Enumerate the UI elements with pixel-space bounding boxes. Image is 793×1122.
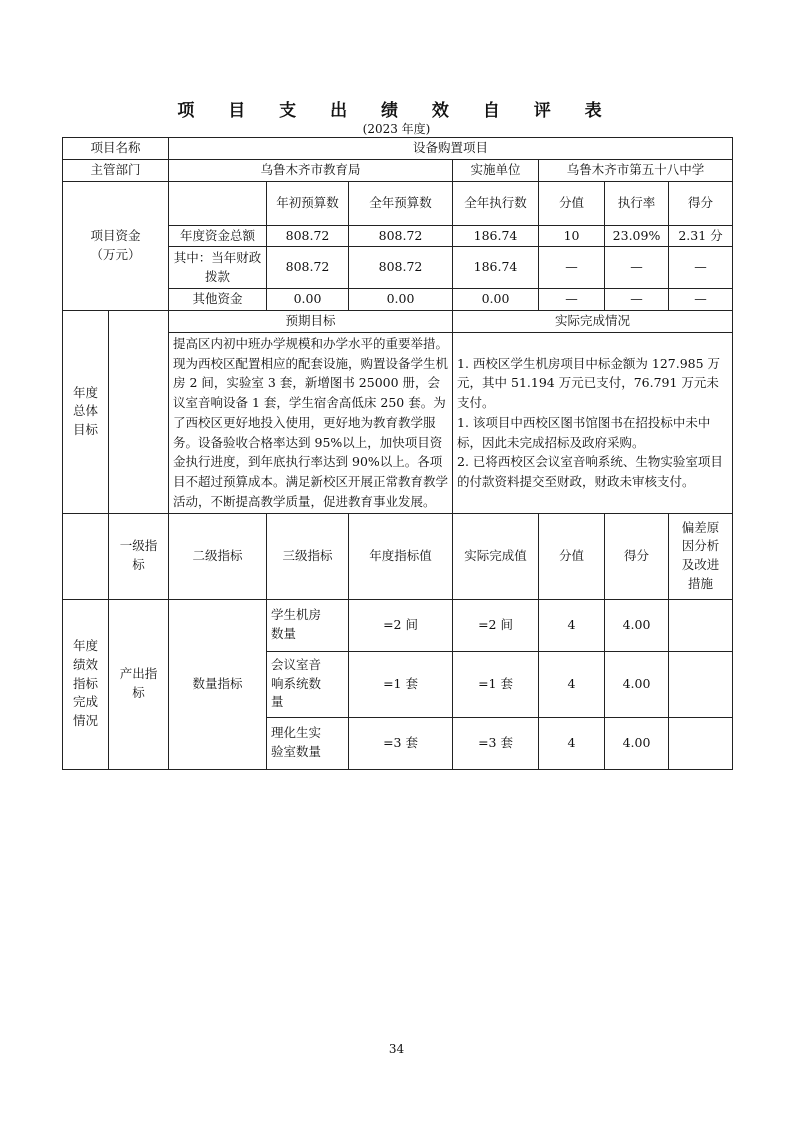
total-score: 2.31 分	[669, 225, 733, 247]
col-annual-budget: 全年预算数	[349, 181, 453, 225]
actual-value: =2 间	[453, 599, 539, 651]
row-total-label: 年度资金总额	[169, 225, 267, 247]
col-score: 得分	[669, 181, 733, 225]
value-header: 分值	[539, 513, 605, 599]
score-value: 4	[539, 717, 605, 769]
level1-output: 产出指 标	[109, 599, 169, 769]
total-initial: 808.72	[267, 225, 349, 247]
impl-unit-value: 乌鲁木齐市第五十八中学	[539, 159, 733, 181]
score-value: 4	[539, 651, 605, 717]
page-number: 34	[388, 1042, 405, 1056]
other-exec: 0.00	[453, 289, 539, 311]
actual-value: =1 套	[453, 651, 539, 717]
level2-quantity: 数量指标	[169, 599, 267, 769]
col-score-value: 分值	[539, 181, 605, 225]
score: 4.00	[605, 717, 669, 769]
indicator-header-blank	[63, 513, 109, 599]
level2-header: 二级指标	[169, 513, 267, 599]
target-value: =3 套	[349, 717, 453, 769]
total-exec: 186.74	[453, 225, 539, 247]
page-subtitle: (2023 年度)	[362, 122, 431, 136]
col-exec-rate: 执行率	[605, 181, 669, 225]
target-value: =1 套	[349, 651, 453, 717]
target-value: =2 间	[349, 599, 453, 651]
annual-goal-label: 年度 总体 目标	[63, 311, 109, 514]
actual-completion-text: 1. 西校区学生机房项目中标金额为 127.985 万元，其中 51.194 万元已支付，76.791 万元未支付。 1. 该项目中西校区图书馆图书在招投标中未中标，因此未完成招标及政府采购。 2. 已将西校区会议室音响系统、生物实验室项目的付款资料提交至财政，财政未审核支付。	[453, 332, 733, 513]
table-row	[63, 599, 733, 651]
score-value: 4	[539, 599, 605, 651]
deviation	[669, 599, 733, 651]
project-name-value: 设备购置项目	[169, 138, 733, 160]
fiscal-score: —	[669, 247, 733, 289]
actual-value: =3 套	[453, 717, 539, 769]
page-title: 项 目 支 出 绩 效 自 评 表	[177, 101, 616, 121]
funds-label: 项目资金 （万元）	[63, 181, 169, 311]
other-score: —	[669, 289, 733, 311]
score: 4.00	[605, 651, 669, 717]
score: 4.00	[605, 599, 669, 651]
other-value: —	[539, 289, 605, 311]
score-header: 得分	[605, 513, 669, 599]
col-exec: 全年执行数	[453, 181, 539, 225]
dept-label: 主管部门	[63, 159, 169, 181]
total-rate: 23.09%	[605, 225, 669, 247]
fiscal-annual: 808.72	[349, 247, 453, 289]
total-annual: 808.72	[349, 225, 453, 247]
col-initial-budget: 年初预算数	[267, 181, 349, 225]
deviation	[669, 717, 733, 769]
row-other-label: 其他资金	[169, 289, 267, 311]
fiscal-value: —	[539, 247, 605, 289]
other-rate: —	[605, 289, 669, 311]
fiscal-initial: 808.72	[267, 247, 349, 289]
performance-table	[62, 137, 733, 770]
fiscal-exec: 186.74	[453, 247, 539, 289]
expected-goal-header: 预期目标	[169, 311, 453, 333]
annual-goal-spacer	[109, 311, 169, 514]
row-fiscal-label: 其中：当年财政拨款	[169, 247, 267, 289]
deviation-header: 偏差原 因分析 及改进 措施	[669, 513, 733, 599]
level1-header: 一级指 标	[109, 513, 169, 599]
level3-header: 三级指标	[267, 513, 349, 599]
level3-indicator: 理化生实 验室数量	[267, 717, 349, 769]
dept-value: 乌鲁木齐市教育局	[169, 159, 453, 181]
actual-completion-header: 实际完成情况	[453, 311, 733, 333]
other-initial: 0.00	[267, 289, 349, 311]
level3-indicator: 学生机房 数量	[267, 599, 349, 651]
perf-section-label: 年度 绩效 指标 完成 情况	[63, 599, 109, 769]
impl-unit-label: 实施单位	[453, 159, 539, 181]
total-value: 10	[539, 225, 605, 247]
actual-value-header: 实际完成值	[453, 513, 539, 599]
level3-indicator: 会议室音 响系统数 量	[267, 651, 349, 717]
expected-goal-text: 提高区内初中班办学规模和办学水平的重要举措。现为西校区配置相应的配套设施，购置设备学生机房 2 间，实验室 3 套，新增图书 25000 册，会议室音响设备 1 套，学生宿舍高低床 250 套。为了西校区更好地投入使用，更好地为教育教学服务。设备验收合格率达到 95%以上，加快项目资金执行进度，到年底执行率达到 90%以上。各项目不超过预算成本。满足新校区开展正常教育教学活动，不断提高教学质量，促进教育事业发展。	[169, 332, 453, 513]
deviation	[669, 651, 733, 717]
project-name-label: 项目名称	[63, 138, 169, 160]
other-annual: 0.00	[349, 289, 453, 311]
target-header: 年度指标值	[349, 513, 453, 599]
funds-header-blank	[169, 181, 267, 225]
fiscal-rate: —	[605, 247, 669, 289]
